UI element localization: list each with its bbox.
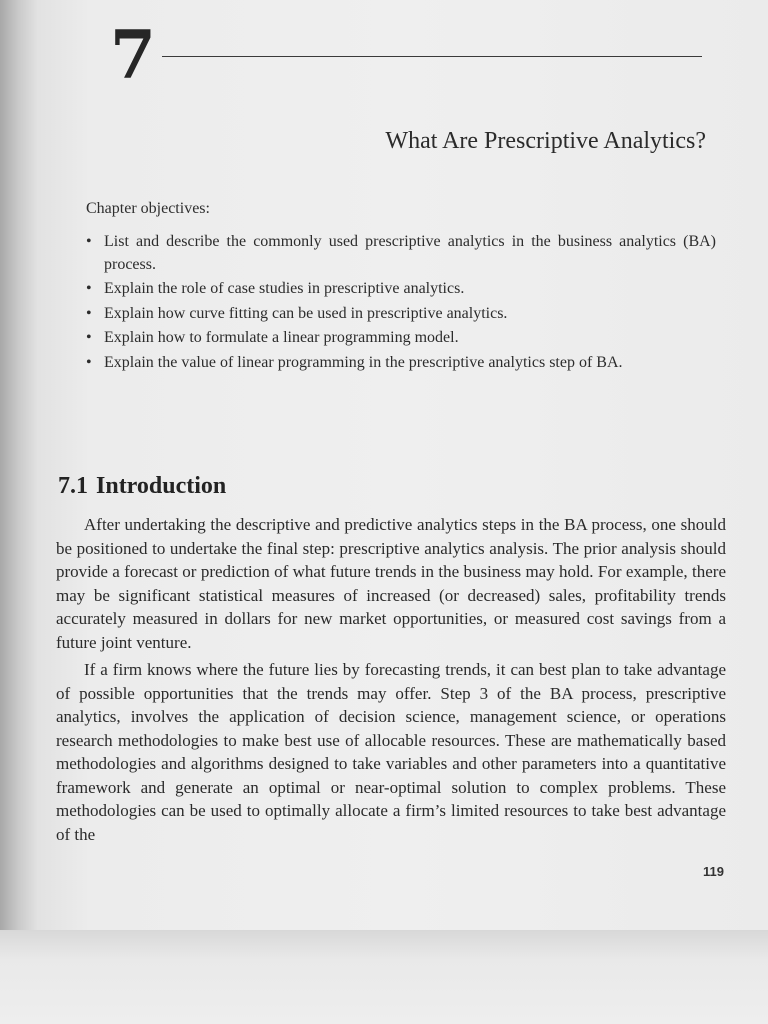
section-heading [58, 472, 226, 501]
chapter-number: 7 [110, 16, 156, 94]
objective-item [86, 278, 716, 301]
body-paragraph: If a firm knows where the future lies by forecasting trends, it can best plan to take advantage of possible opportunities that the trends may offer. Step 3 of the BA process, prescriptive analytics, involves the application of decision science, management science, or operations research methodologies to make best use of allocable resources. These are mathematically based methodologies and algorithms designed to take variables and other parameters into a quantitative framework and generate an optimal or near-optimal solution to complex problems. These methodologies can be used to optimally allocate a firm’s limited resources to take best advantage of the [56, 660, 726, 844]
objective-item [86, 303, 716, 326]
section-title: Introduction [96, 473, 227, 499]
bullet-icon: • [86, 280, 92, 297]
page-number: 119 [703, 864, 724, 879]
objective-item [86, 231, 716, 276]
objective-text: Explain the role of case studies in prescriptive analytics. [104, 280, 465, 297]
objectives-list [86, 231, 716, 376]
chapter-title: What Are Prescriptive Analytics? [385, 128, 706, 154]
background-surface [0, 930, 768, 1024]
chapter-rule [162, 56, 702, 57]
objectives-heading: Chapter objectives: [86, 200, 210, 217]
bullet-icon: • [86, 233, 92, 250]
bullet-icon: • [86, 353, 92, 371]
objective-text: List and describe the commonly used prescriptive analytics in the business analytics (BA) process. [104, 233, 716, 273]
objective-text: Explain how to formulate a linear programming model. [104, 329, 459, 346]
objective-item [86, 352, 716, 375]
objective-item [86, 327, 716, 350]
body-paragraph: After undertaking the descriptive and predictive analytics steps in the BA process, one should be positioned to undertake the final step: prescriptive analytics analysis. The prior analysis should provide a forecast or prediction of what future trends in the business may hold. For example, there may be significant statistical measures of increased (or decreased) sales, profitability trends accurately measured in dollars for new market opportunities, or measured cost savings from a future joint venture. [56, 515, 726, 652]
bullet-icon: • [86, 329, 92, 346]
bullet-icon: • [86, 304, 92, 322]
section-number: 7.1 [58, 473, 88, 499]
objective-text: Explain the value of linear programming in the prescriptive analytics step of BA. [104, 353, 623, 371]
section-body [56, 513, 726, 846]
objective-text: Explain how curve fitting can be used in prescriptive analytics. [104, 304, 508, 322]
